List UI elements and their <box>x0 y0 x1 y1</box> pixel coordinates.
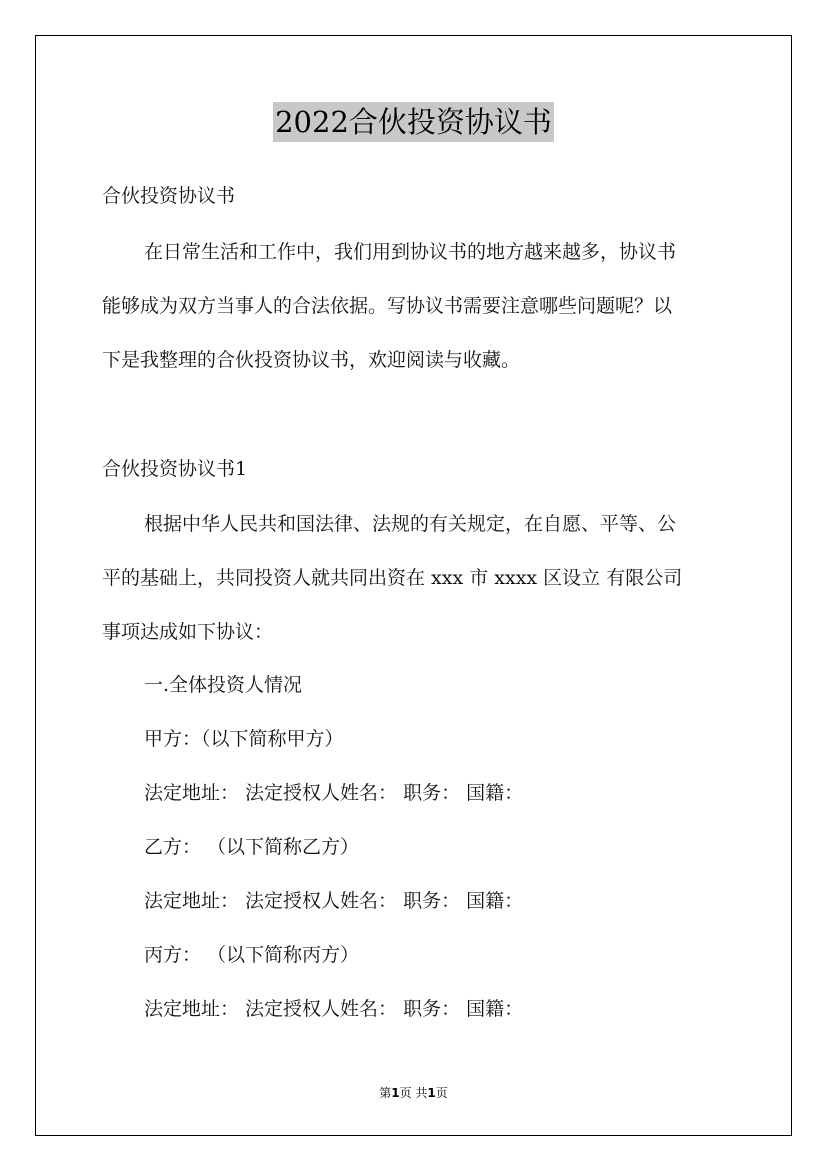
party-a-line[interactable]: 甲方：（以下简称甲方） <box>144 728 344 750</box>
page-footer <box>0 1084 827 1101</box>
footer-page-suffix: 页 共 <box>399 1086 428 1100</box>
document-title-wrap <box>0 102 827 142</box>
intro-line-1[interactable]: 在日常生活和工作中，我们用到协议书的地方越来越多，协议书 <box>144 241 677 263</box>
party-b-address-line[interactable]: 法定地址： 法定授权人姓名： 职务： 国籍： <box>144 890 524 912</box>
section-line-1[interactable]: 根据中华人民共和国法律、法规的有关规定，在自愿、平等、公 <box>144 513 677 535</box>
party-b-line[interactable]: 乙方： （以下简称乙方） <box>144 836 360 858</box>
intro-line-3[interactable]: 下是我整理的合伙投资协议书，欢迎阅读与收藏。 <box>102 349 521 371</box>
footer-page-number: 1 <box>391 1086 400 1100</box>
footer-total-suffix: 页 <box>435 1086 448 1100</box>
footer-total-pages: 1 <box>427 1086 436 1100</box>
document-title[interactable]: 2022合伙投资协议书 <box>273 102 554 142</box>
party-c-address-line[interactable]: 法定地址： 法定授权人姓名： 职务： 国籍： <box>144 998 524 1020</box>
subtitle[interactable]: 合伙投资协议书 <box>102 185 236 207</box>
section-title[interactable]: 合伙投资协议书1 <box>102 458 248 480</box>
section-line-2[interactable]: 平的基础上，共同投资人就共同出资在 xxx 市 xxxx 区设立 有限公司 <box>102 567 683 589</box>
intro-line-2[interactable]: 能够成为双方当事人的合法依据。写协议书需要注意哪些问题呢？以 <box>102 295 673 317</box>
section-line-3[interactable]: 事项达成如下协议： <box>102 621 274 643</box>
item-heading[interactable]: 一.全体投资人情况 <box>144 674 303 696</box>
party-a-address-line[interactable]: 法定地址： 法定授权人姓名： 职务： 国籍： <box>144 782 524 804</box>
footer-page-prefix: 第 <box>379 1086 392 1100</box>
party-c-line[interactable]: 丙方： （以下简称丙方） <box>144 944 360 966</box>
